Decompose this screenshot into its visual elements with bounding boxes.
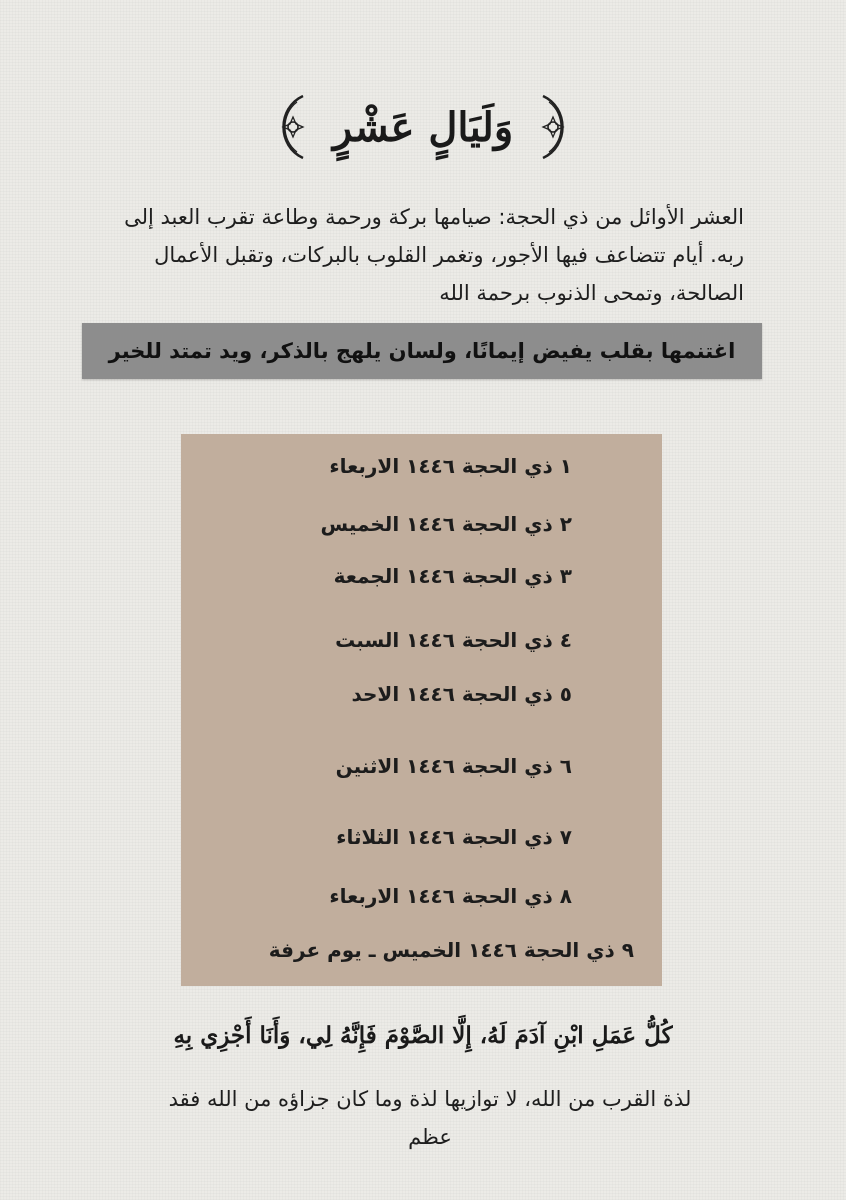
left-ornament-icon bbox=[531, 92, 583, 162]
date-row-5: ٥ ذي الحجة ١٤٤٦ الاحد bbox=[351, 682, 572, 706]
title-area bbox=[0, 92, 846, 162]
date-row-1: ١ ذي الحجة ١٤٤٦ الاربعاء bbox=[329, 454, 572, 478]
date-row-6: ٦ ذي الحجة ١٤٤٦ الاثنين bbox=[335, 754, 572, 778]
right-ornament-icon bbox=[263, 92, 315, 162]
date-row-4: ٤ ذي الحجة ١٤٤٦ السبت bbox=[335, 628, 572, 652]
date-row-2: ٢ ذي الحجة ١٤٤٦ الخميس bbox=[320, 512, 572, 536]
highlight-banner bbox=[82, 323, 762, 379]
date-row-7: ٧ ذي الحجة ١٤٤٦ الثلاثاء bbox=[336, 825, 572, 849]
date-row-9: ٩ ذي الحجة ١٤٤٦ الخميس ـ يوم عرفة bbox=[268, 938, 634, 962]
dates-panel bbox=[181, 434, 662, 986]
date-row-8: ٨ ذي الحجة ١٤٤٦ الاربعاء bbox=[329, 884, 572, 908]
date-row-3: ٣ ذي الحجة ١٤٤٦ الجمعة bbox=[333, 564, 572, 588]
hadith-text: كُلُّ عَمَلِ ابْنِ آدَمَ لَهُ، إِلَّا الصَّوْمَ فَإِنَّهُ لِي، وَأَنَا أَجْزِي بِهِ bbox=[173, 1022, 673, 1049]
closing-text: لذة القرب من الله، لا توازيها لذة وما كان جزاؤه من الله فقد عظم bbox=[168, 1087, 692, 1149]
intro-paragraph: العشر الأوائل من ذي الحجة: صيامها بركة ورحمة وطاعة تقرب العبد إلى ربه. أيام تتضاعف فيها الأجور، وتغمر القلوب بالبركات، وتقبل الأعمال الصالحة، وتمحى الذنوب برحمة الله bbox=[124, 205, 744, 305]
page-title: وَلَيَالٍ عَشْرٍ bbox=[332, 103, 514, 151]
banner-text: اغتنمها بقلب يفيض إيمانًا، ولسان يلهج بالذكر، ويد تمتد للخير bbox=[108, 339, 736, 363]
